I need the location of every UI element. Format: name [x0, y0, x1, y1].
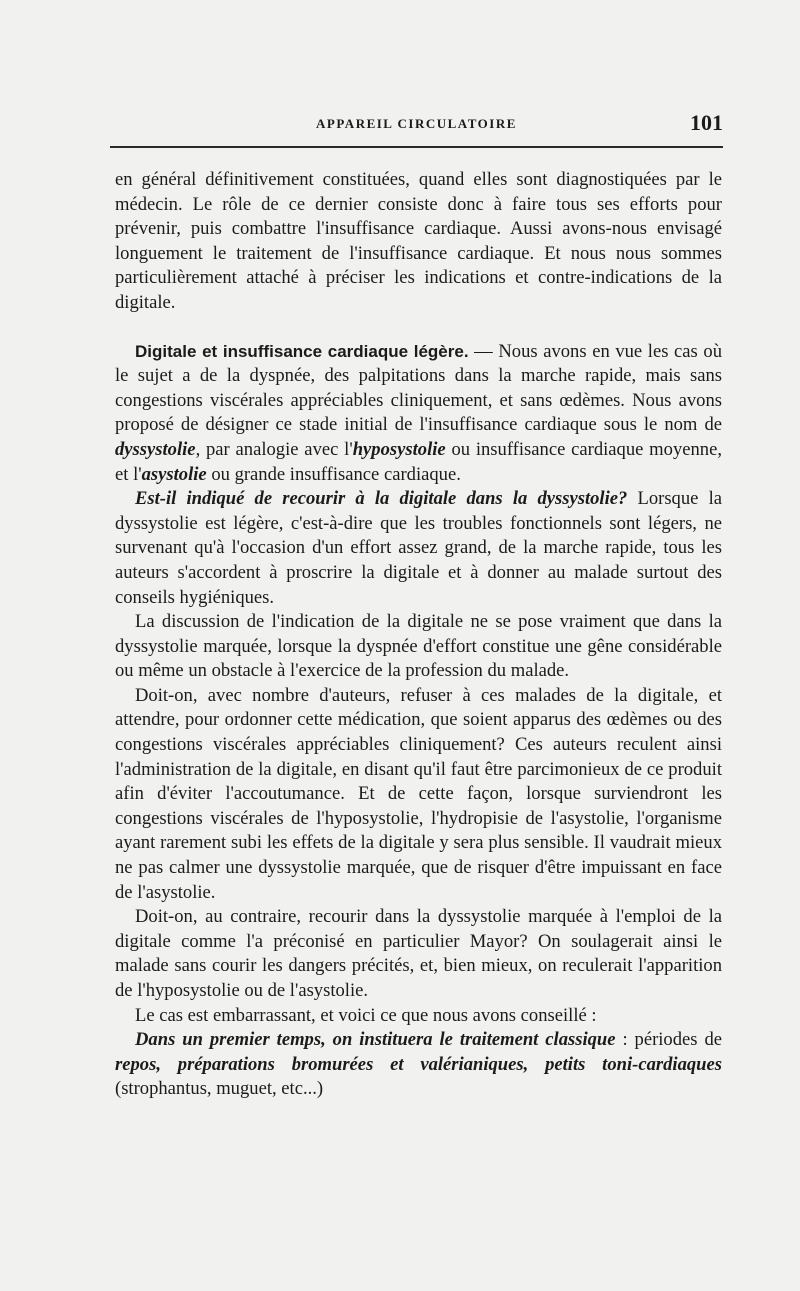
running-title: APPAREIL CIRCULATOIRE	[316, 116, 517, 131]
page-body	[115, 168, 722, 1102]
term-hyposystolie: hyposystolie	[352, 438, 446, 460]
header-rule	[110, 146, 723, 148]
question-heading: Est-il indiqué de recourir à la digitale dans la dyssystolie?	[135, 488, 628, 510]
paragraph-4: La discussion de l'indication de la digitale ne se pose vraiment que dans la dyssystolie marquée, lorsque la dyspnée d'effort constitue une gêne considérable ou même un obstacle à l'exercice de la profession du malade.	[115, 611, 722, 682]
term-dyssystolie: dyssystolie	[115, 438, 196, 460]
paragraph-3: Est-il indiqué de recourir à la digitale dans la dyssystolie? Lorsque la dyssystolie est légère, c'est-à-dire que les troubles fonctionnels sont légers, ne survenant qu'à l'occasion d'un effort assez grand, de la marche rapide, tous les auteurs s'accordent à proscrire la digitale et à donner au malade surtout des conseils hygiéniques.	[115, 488, 722, 608]
paragraph-2: Digitale et insuffisance cardiaque légère. — Nous avons en vue les cas où le sujet a de la dyspnée, des palpitations dans la marche rapide, mais sans congestions viscérales appréciables cliniquement, et sans œdèmes. Nous avons proposé de désigner ce stade initial de l'insuffisance cardiaque sous le nom de dyssystolie, par analogie avec l'hyposystolie ou insuffisance cardiaque moyenne, et l'asystolie ou grande insuffisance cardiaque.	[115, 340, 722, 485]
page-header	[110, 110, 723, 140]
emphasis-treatments: repos, préparations bromurées et valérianiques, petits toni-cardiaques	[115, 1053, 722, 1075]
paragraph-5: Doit-on, avec nombre d'auteurs, refuser à ces malades de la digitale, et attendre, pour ordonner cette médication, que soient apparus des œdèmes ou des congestions viscérales appréciables cliniquement? Ces auteurs reculent ainsi l'administration de la digitale, en disant qu'il faut être parcimonieux de ce produit afin d'éviter l'accoutumance. Et de cette façon, lorsque surviendront les congestions viscérales de l'hyposystolie, l'hydropisie de l'asystolie, l'organisme ayant rarement subi les effets de la digitale y sera plus sensible. Il vaudrait mieux ne pas calmer une dyssystolie marquée, que de risquer d'être impuissant en face de l'asystolie.	[115, 684, 722, 903]
section-heading: Digitale et insuffisance cardiaque légère.	[135, 341, 469, 361]
term-asystolie: asystolie	[141, 463, 207, 485]
paragraph-6: Doit-on, au contraire, recourir dans la dyssystolie marquée à l'emploi de la digitale comme l'a préconisé en particulier Mayor? On soulagerait ainsi le malade sans courir les dangers précités, et, bien mieux, on reculerait l'apparition de l'hyposystolie ou de l'asystolie.	[115, 906, 722, 1001]
paragraph-1: en général définitivement constituées, quand elles sont diagnostiquées par le médecin. Le rôle de ce dernier consiste donc à faire tous ses efforts pour prévenir, puis combattre l'insuffisance cardiaque. Aussi avons-nous envisagé longuement le traitement de l'insuffisance cardiaque. Et nous nous sommes particulièrement attaché à préciser les indications et contre-indications de la digitale.	[115, 169, 722, 313]
paragraph-7: Le cas est embarrassant, et voici ce que nous avons conseillé :	[135, 1004, 597, 1026]
paragraph-8: Dans un premier temps, on instituera le traitement classique : périodes de repos, préparations bromurées et valérianiques, petits toni-cardiaques (strophantus, muguet, etc...)	[115, 1029, 722, 1100]
emphasis-first-step: Dans un premier temps, on instituera le traitement classique	[135, 1029, 616, 1051]
page-number: 101	[690, 110, 723, 135]
